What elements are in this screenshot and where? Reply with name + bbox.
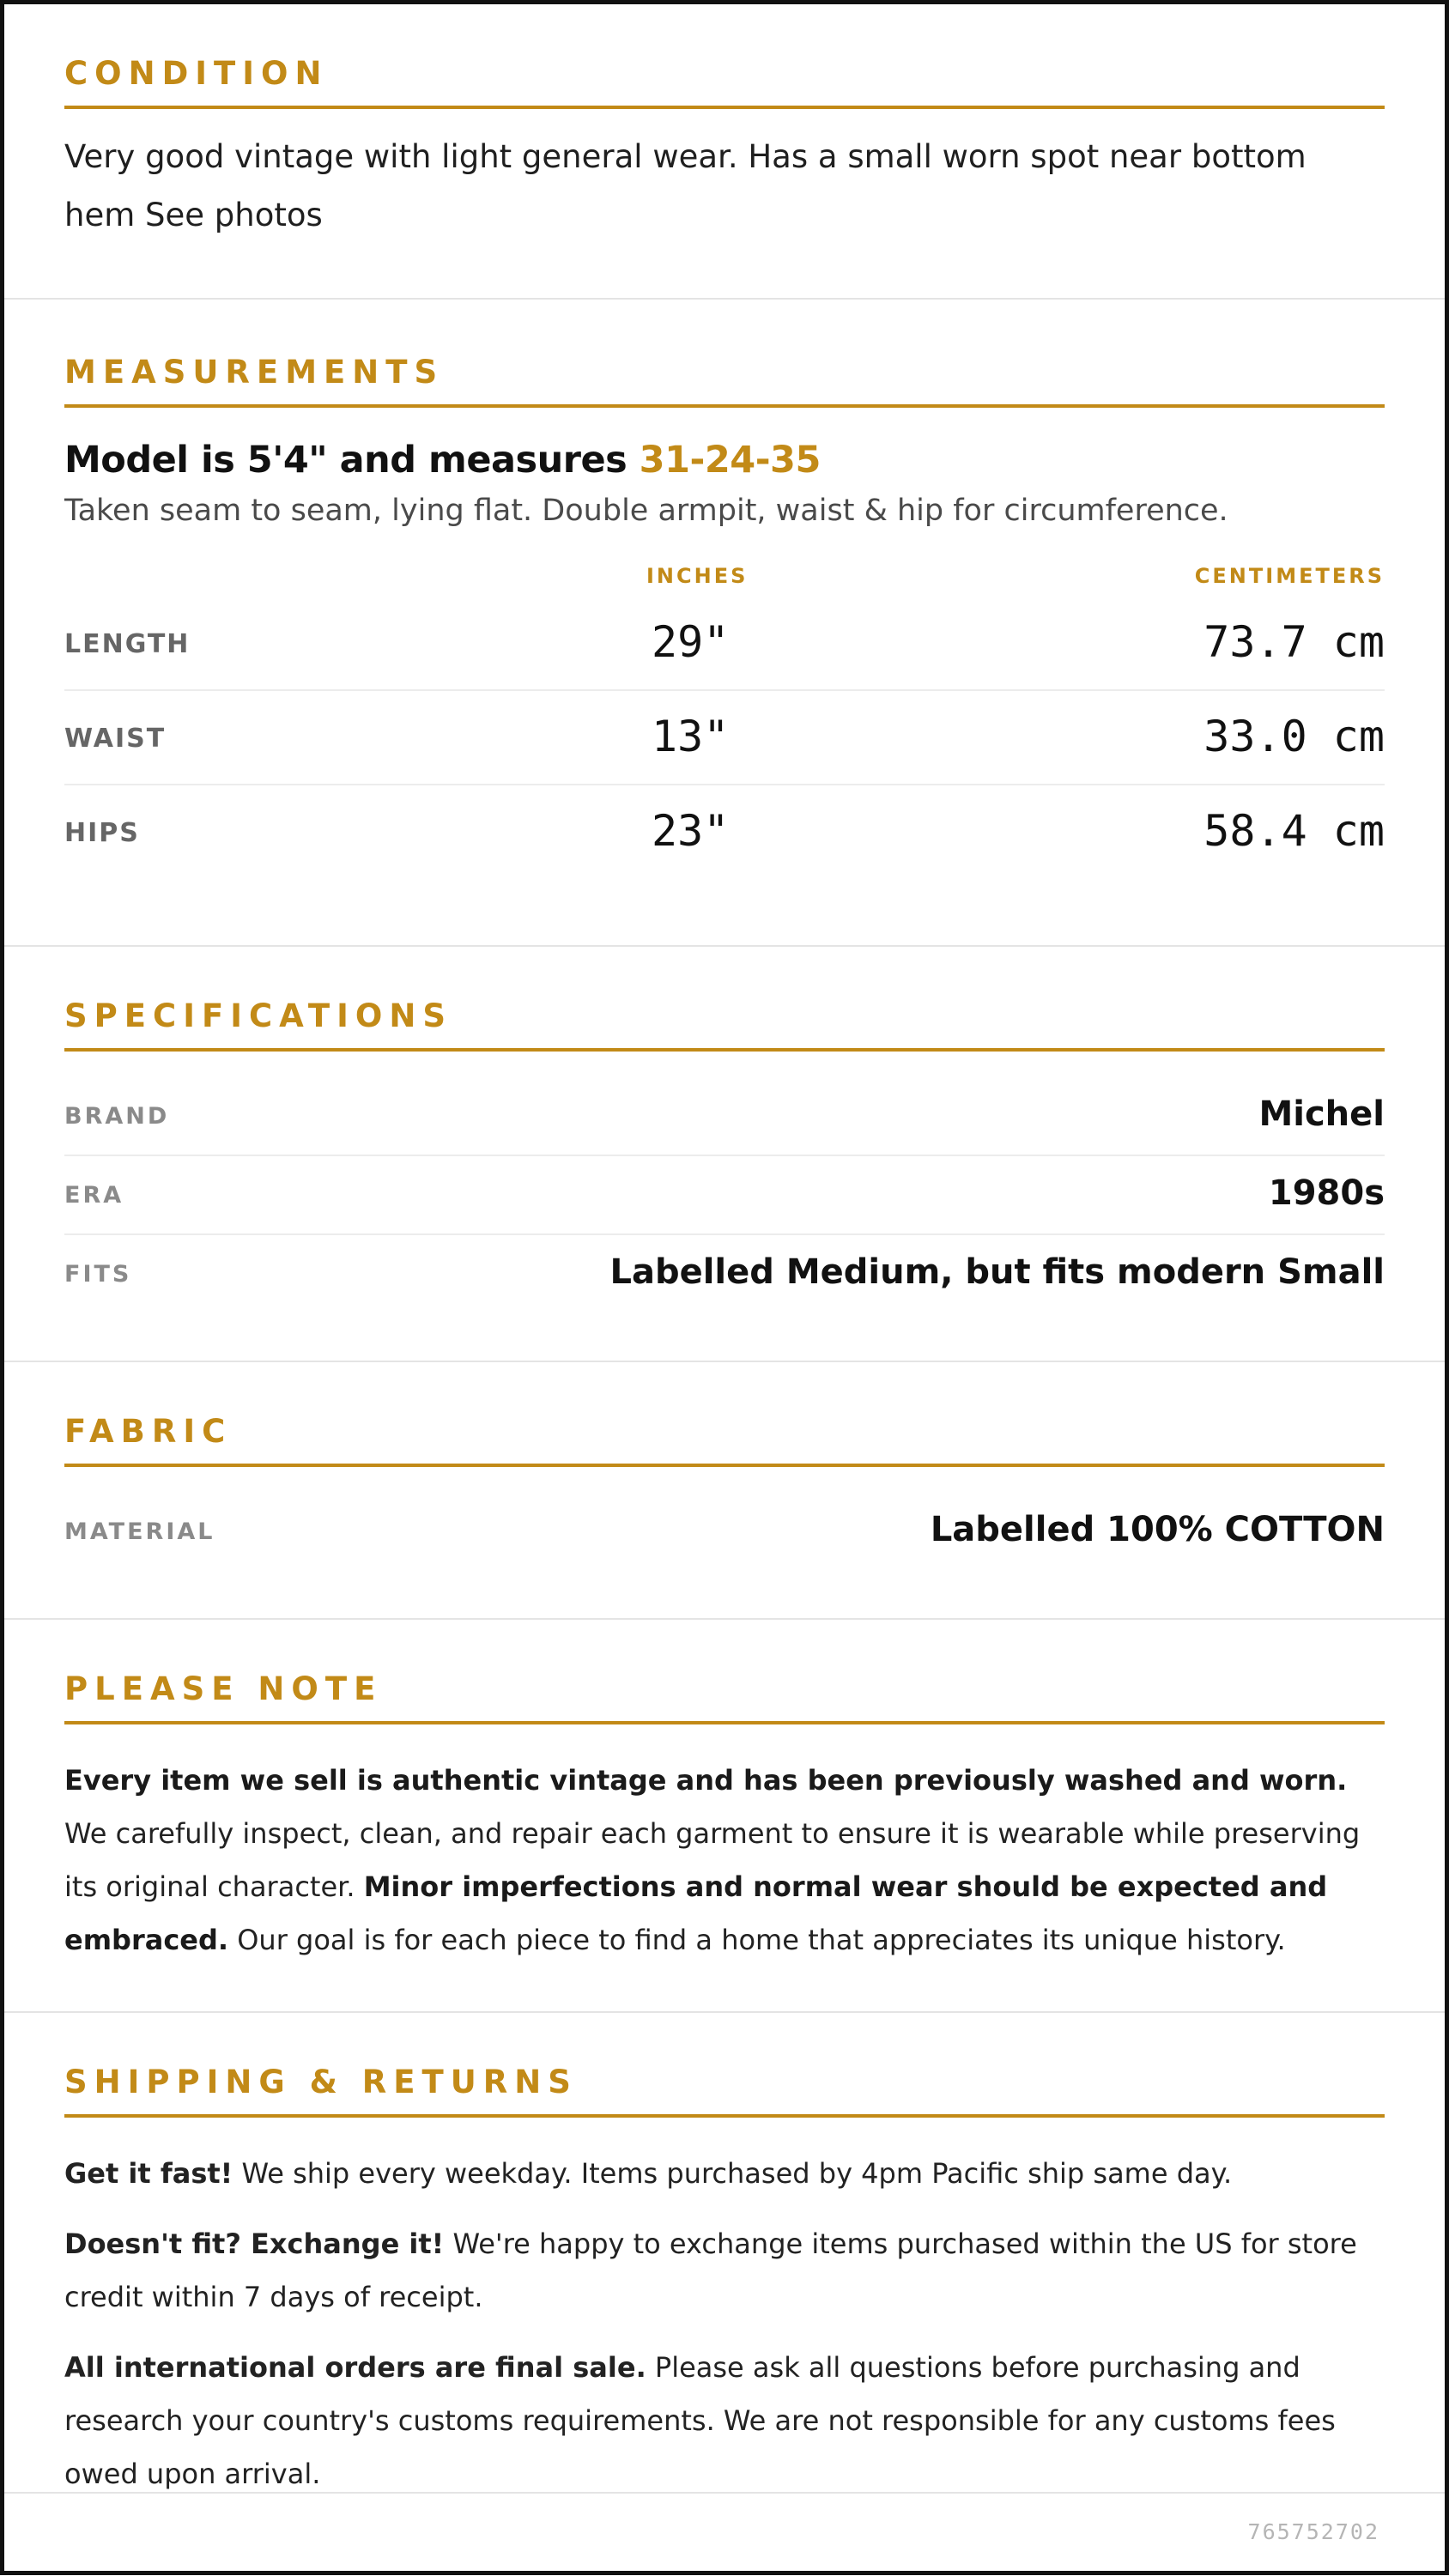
shipping-paragraph-international [64, 2341, 1385, 2500]
shipping-emphasis: All international orders are final sale. [64, 2351, 646, 2384]
measurement-centimeters: 33.0 cm [1203, 712, 1385, 761]
condition-section [4, 4, 1445, 300]
measurement-inches: 13" [652, 712, 730, 761]
measurement-centimeters: 58.4 cm [1203, 806, 1385, 856]
details-footer [4, 2494, 1445, 2576]
measurement-inches: 29" [652, 617, 730, 667]
please-note-section [4, 1620, 1445, 2013]
specifications-section [4, 947, 1445, 1362]
spec-row-brand [64, 1077, 1385, 1156]
column-header-inches: INCHES [646, 564, 749, 588]
measurements-heading: MEASUREMENTS [64, 353, 1385, 408]
spec-value: Labelled Medium, but fits modern Small [609, 1252, 1385, 1292]
measurement-centimeters: 73.7 cm [1203, 617, 1385, 667]
note-body: Our goal is for each piece to find a home that appreciates its unique history. [228, 1924, 1286, 1956]
note-body: We carefully inspect, clean, and repair each garment to ensure it is wearable while preserving its original character. [64, 1817, 1361, 1903]
spec-label: FITS [64, 1261, 132, 1288]
spec-value: Labelled 100% COTTON [930, 1510, 1385, 1549]
shipping-returns-section [4, 2013, 1445, 2494]
spec-row-era [64, 1156, 1385, 1235]
model-measurements-line [64, 437, 1385, 483]
column-header-centimeters: CENTIMETERS [1194, 564, 1385, 588]
specifications-list [64, 1077, 1385, 1312]
measurement-label: WAIST [64, 724, 167, 754]
condition-description: Very good vintage with light general wear. Has a small worn spot near bottom hem See photos [64, 138, 1307, 233]
spec-row-material [64, 1493, 1385, 1570]
shipping-body: We're happy to exchange items purchased within the US for store credit within 7 days of receipt. [64, 2227, 1357, 2313]
product-id: 765752702 [1247, 2519, 1379, 2544]
measurement-label: HIPS [64, 818, 140, 848]
spec-value: 1980s [1268, 1173, 1385, 1213]
measurement-row-hips [64, 785, 1385, 878]
shipping-body: Please ask all questions before purchasing and research your country's customs requirements. We are not responsible for any customs fees owed upon arrival. [64, 2351, 1336, 2490]
shipping-emphasis: Get it fast! [64, 2157, 233, 2190]
measurement-inches: 23" [652, 806, 730, 856]
measurement-row-length [64, 597, 1385, 691]
model-measurements-value: 31-24-35 [639, 439, 821, 482]
measurement-method-note: Taken seam to seam, lying flat. Double armpit, waist & hip for circumference. [64, 494, 1228, 528]
shipping-emphasis: Doesn't fit? Exchange it! [64, 2227, 445, 2260]
shipping-paragraph-fast [64, 2147, 1385, 2200]
fabric-section [4, 1362, 1445, 1620]
spec-label: MATERIAL [64, 1518, 215, 1545]
spec-row-fits [64, 1235, 1385, 1312]
please-note-heading: PLEASE NOTE [64, 1670, 1385, 1724]
spec-label: BRAND [64, 1103, 170, 1130]
measurement-row-waist [64, 691, 1385, 785]
model-measurements-prefix: Model is 5'4" and measures [64, 439, 640, 482]
measurements-section [4, 300, 1445, 947]
condition-heading: CONDITION [64, 54, 1385, 109]
fabric-heading: FABRIC [64, 1412, 1385, 1467]
spec-label: ERA [64, 1182, 124, 1209]
measurement-label: LENGTH [64, 629, 191, 659]
shipping-paragraph-exchange [64, 2217, 1385, 2324]
shipping-body: We ship every weekday. Items purchased by 4pm Pacific ship same day. [233, 2157, 1233, 2190]
measurements-table-header [64, 555, 1385, 597]
note-emphasis: Every item we sell is authentic vintage and has been previously washed and worn. [64, 1764, 1348, 1797]
spec-value: Michel [1258, 1094, 1385, 1134]
please-note-text [64, 1754, 1385, 1967]
note-emphasis: Minor imperfections and normal wear should be expected and embraced. [64, 1870, 1328, 1956]
shipping-returns-heading: SHIPPING & RETURNS [64, 2063, 1385, 2118]
specifications-heading: SPECIFICATIONS [64, 997, 1385, 1052]
